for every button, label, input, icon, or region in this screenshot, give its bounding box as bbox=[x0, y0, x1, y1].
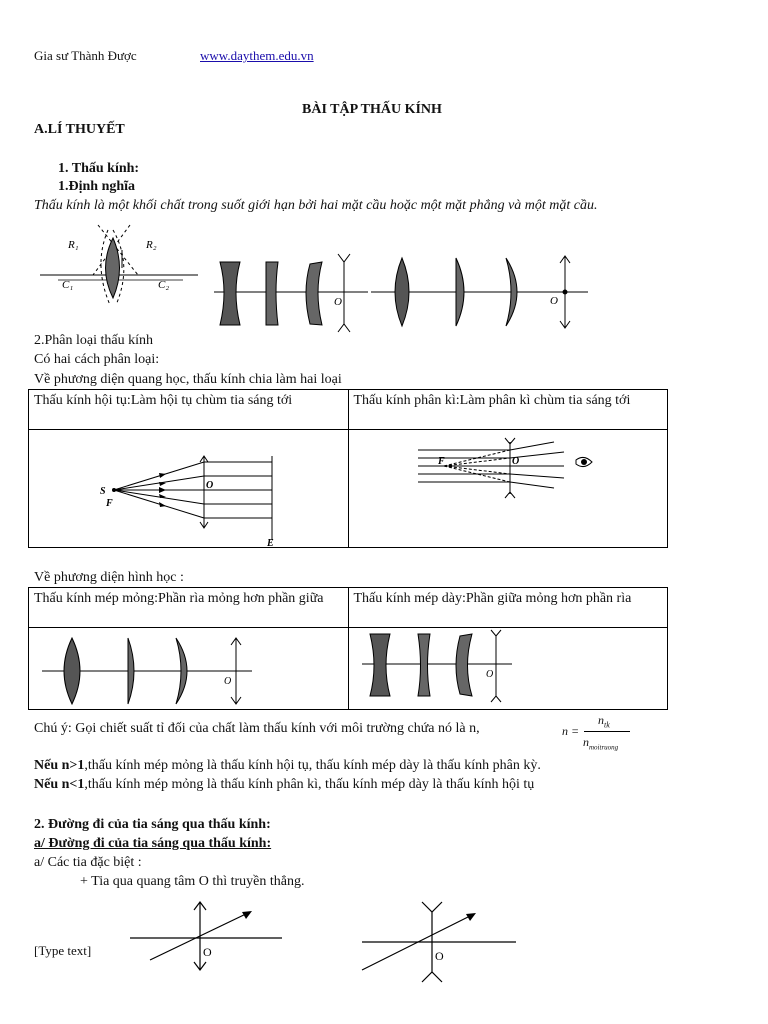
cell-thick-edge: Thấu kính mép dày:Phần giữa mỏng hơn phần rìa bbox=[348, 588, 668, 628]
formula-denominator: $n_{moitruong}$ bbox=[583, 735, 619, 752]
special-rays-heading: a/ Các tia đặc biệt : bbox=[34, 855, 142, 870]
biconvex-construction-diagram bbox=[40, 225, 198, 305]
cell-converging: Thấu kính hội tụ:Làm hội tụ chùm tia sáng tới bbox=[29, 390, 349, 430]
diverging-lens-shapes bbox=[214, 254, 368, 332]
label-c1: C₁ bbox=[62, 279, 74, 291]
classify-heading: 2.Phân loại thấu kính bbox=[34, 333, 153, 348]
section-a-heading: A.LÍ THUYẾT bbox=[34, 122, 125, 137]
formula-fraction-bar bbox=[584, 731, 630, 732]
page-title: BÀI TẬP THẤU KÍNH bbox=[302, 102, 442, 117]
diverging-beam-figure bbox=[414, 438, 604, 498]
label-f-div: F bbox=[438, 456, 445, 467]
header-website-link[interactable]: www.daythem.edu.vn bbox=[200, 48, 314, 63]
label-o-thin: O bbox=[224, 676, 232, 687]
label-f: F bbox=[106, 498, 113, 509]
header-author: Gia sư Thành Được bbox=[34, 48, 137, 63]
label-o-bottom-1: O bbox=[203, 945, 212, 959]
label-e: E bbox=[267, 538, 274, 549]
label-o-converging: O bbox=[550, 295, 558, 307]
thick-edge-lenses-figure bbox=[362, 632, 522, 702]
note-text: Chú ý: Gọi chiết suất tỉ đối của chất làm thấu kính với môi trường chứa nó là n, bbox=[34, 721, 480, 736]
classify-optical: Về phương diện quang học, thấu kính chia làm hai loại bbox=[34, 372, 342, 387]
label-o-beam: O bbox=[206, 480, 214, 491]
heading-lens: 1. Thấu kính: bbox=[58, 161, 140, 176]
bullet-optical-center: + Tia qua quang tâm O thì truyền thẳng. bbox=[80, 874, 305, 889]
heading-definition: 1.Định nghĩa bbox=[58, 179, 136, 194]
ray-through-center-diverging bbox=[362, 900, 522, 984]
label-o-diverging: O bbox=[334, 296, 342, 308]
section-2-subheading: a/ Đường đi của tia sáng qua thấu kính: bbox=[34, 836, 272, 851]
converging-beam-figure bbox=[96, 450, 296, 550]
label-r2: R₂ bbox=[146, 239, 157, 251]
condition-2: Nếu n<1,thấu kính mép mỏng là thấu kính phân kì, thấu kính mép dày là thấu kính hội tụ bbox=[34, 777, 535, 792]
label-s: S bbox=[100, 486, 106, 497]
label-c2: C₂ bbox=[158, 279, 170, 291]
formula-numerator: $n_{tk}$ bbox=[598, 713, 610, 730]
formula-lhs: n = bbox=[562, 724, 580, 738]
label-o-thick: O bbox=[486, 669, 494, 680]
footer-placeholder: [Type text] bbox=[34, 943, 92, 958]
ray-through-center-converging bbox=[130, 898, 290, 974]
classify-geometric: Về phương diện hình học : bbox=[34, 570, 184, 585]
converging-lens-shapes bbox=[371, 256, 588, 328]
cell-thin-edge: Thấu kính mép mỏng:Phần rìa mỏng hơn phần giữa bbox=[29, 588, 349, 628]
cell-diverging: Thấu kính phân kì:Làm phân kì chùm tia sáng tới bbox=[348, 390, 668, 430]
lens-definition-figure bbox=[38, 220, 598, 335]
condition-1: Nếu n>1,thấu kính mép mỏng là thấu kính hội tụ, thấu kính mép dày là thấu kính phân kỳ. bbox=[34, 758, 541, 773]
eye-icon bbox=[581, 459, 587, 465]
classify-intro: Có hai cách phân loại: bbox=[34, 352, 160, 367]
section-2-heading: 2. Đường đi của tia sáng qua thấu kính: bbox=[34, 817, 271, 832]
label-o-bottom-2: O bbox=[435, 949, 444, 963]
label-o-div: O bbox=[512, 456, 520, 467]
thin-edge-lenses-figure bbox=[42, 634, 262, 708]
definition-text: Thấu kính là một khối chất trong suốt giới hạn bởi hai mặt cầu hoặc một mặt phẳng và một mặt cầu. bbox=[34, 198, 598, 213]
label-r1: R₁ bbox=[68, 239, 79, 251]
